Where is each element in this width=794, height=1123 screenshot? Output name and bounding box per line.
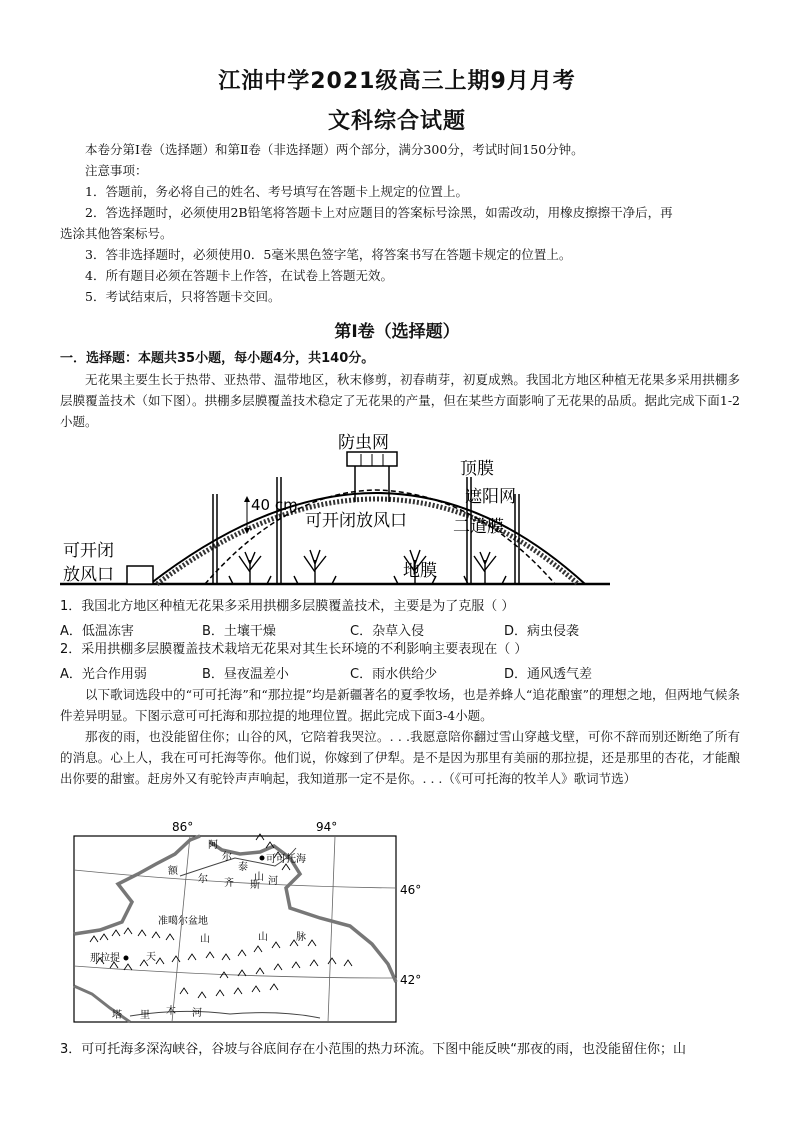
irtysh-char: 尔 <box>198 874 208 885</box>
note-item: 5．考试结束后，只将答题卡交回。 <box>85 289 281 304</box>
altai-char: 泰 <box>238 862 248 873</box>
lat-42-label: 42° <box>400 973 422 987</box>
q1-option-c[interactable]: C．杂草入侵 <box>350 624 425 639</box>
altai-char: 山 <box>254 872 264 883</box>
tarim-char: 河 <box>192 1008 202 1019</box>
question-2-stem: 2．采用拱棚多层膜覆盖技术栽培无花果对其生长环境的不利影响主要表现在（ ） <box>60 642 528 657</box>
tianshan-char: 天 <box>146 952 156 963</box>
q1-option-b[interactable]: B．土壤干燥 <box>202 624 276 639</box>
nalati-label: 那拉提 <box>90 953 120 964</box>
question-1-stem: 1．我国北方地区种植无花果多采用拱棚多层膜覆盖技术，主要是为了克服（ ） <box>60 599 515 614</box>
q2-option-a[interactable]: A．光合作用弱 <box>60 667 147 682</box>
irtysh-char: 斯 <box>250 880 260 891</box>
passage-2: 以下歌词选段中的“可可托海”和“那拉提”均是新疆著名的夏季牧场，也是养蜂人“追花酿蜜”的理想之地，但两地气候条件差异明显。下图示意可可托海和那拉提的地理位置。据此完成下面3-4小题。 <box>60 687 740 723</box>
passage-1: 无花果主要生长于热带、亚热带、温带地区，秋末修剪，初春萌芽，初夏成熟。我国北方地区种植无花果多采用拱棚多层膜覆盖技术（如下图）。拱棚多层膜覆盖技术稳定了无花果的产量，但在某些方面影响了无花果的品质。据此完成下面1-2小题。 <box>60 372 740 429</box>
note-item: 选涂其他答案标号。 <box>60 226 173 241</box>
ground-film-label: 地膜 <box>403 561 437 581</box>
altai-char: 尔 <box>222 852 232 863</box>
side-vent-label-1: 可开闭 <box>63 541 114 561</box>
tianshan-char: 山 <box>258 932 268 943</box>
tianshan-char: 山 <box>200 934 210 945</box>
part-heading: 一．选择题：本题共35小题，每小题4分，共140分。 <box>60 351 375 366</box>
q1-option-a[interactable]: A．低温冻害 <box>60 624 134 639</box>
greenhouse-diagram <box>55 432 615 592</box>
question-3-stem: 3．可可托海多深沟峡谷，谷坡与谷底间存在小范围的热力环流。下图中能反映“那夜的雨，也没能留住你；山 <box>60 1042 687 1057</box>
exam-subtitle: 文科综合试题 <box>327 109 466 134</box>
tianshan-char: 脉 <box>296 932 306 943</box>
lat-46-label: 46° <box>400 883 422 897</box>
tarim-char: 里 <box>140 1010 150 1021</box>
q1-option-d[interactable]: D．病虫侵袭 <box>504 624 580 639</box>
note-item: 1．答题前，务必将自己的姓名、考号填写在答题卡上规定的位置上。 <box>85 184 468 199</box>
shade-net-label: 遮阳网 <box>465 487 516 507</box>
height-label: 40 cm <box>251 496 298 514</box>
q2-option-d[interactable]: D．通风透气差 <box>504 667 593 682</box>
second-film-label: 二道膜 <box>453 517 504 537</box>
center-vent-label: 可开闭放风口 <box>305 511 407 531</box>
top-film-label: 顶膜 <box>460 459 494 479</box>
lon-86-label: 86° <box>172 820 194 834</box>
note-item: 4．所有题目必须在答题卡上作答，在试卷上答题无效。 <box>85 268 393 283</box>
tarim-char: 木 <box>166 1006 176 1017</box>
irtysh-char: 齐 <box>224 878 234 889</box>
lyrics-passage: 那夜的雨，也没能留住你；山谷的风，它陪着我哭泣。. . .我愿意陪你翻过雪山穿越戈壁，可你不辞而别还断绝了所有的消息。心上人，我在可可托海等你。他们说，你嫁到了伊犁。是不是因为那里有美丽的那拉提，还是那里的杏花，才能酿出你要的甜蜜。赶房外又有驼铃声声响起，我知道那一定不是你。. . .（《可可托海的牧羊人》歌词节选） <box>60 729 740 786</box>
altai-char: 阿 <box>208 840 218 851</box>
note-item: 2．答选择题时，必须使用2B铅笔将答题卡上对应题目的答案标号涂黑，如需改动，用橡皮擦擦干净后，再 <box>85 205 673 220</box>
insect-net-label: 防虫网 <box>338 433 389 453</box>
q2-option-c[interactable]: C．雨水供给少 <box>350 667 438 682</box>
exam-title: 江油中学2021级高三上期9月月考 <box>218 69 576 94</box>
note-item: 3．答非选择题时，必须使用0．5毫米黑色签字笔，将答案书写在答题卡规定的位置上。 <box>85 247 572 262</box>
xinjiang-map <box>60 818 460 1028</box>
junggar-basin-label: 准噶尔盆地 <box>158 916 208 927</box>
notes-heading: 注意事项： <box>85 163 148 178</box>
lon-94-label: 94° <box>316 820 338 834</box>
intro-text: 本卷分第Ⅰ卷（选择题）和第Ⅱ卷（非选择题）两个部分，满分300分，考试时间150分钟。 <box>85 142 584 157</box>
kekehai-label: 可可托海 <box>266 854 306 865</box>
tarim-char: 塔 <box>112 1010 122 1021</box>
section-title: 第Ⅰ卷（选择题） <box>334 322 460 342</box>
irtysh-char: 河 <box>268 876 278 887</box>
q2-option-b[interactable]: B．昼夜温差小 <box>202 667 289 682</box>
irtysh-char: 额 <box>168 866 178 877</box>
side-vent-label-2: 放风口 <box>63 565 114 585</box>
